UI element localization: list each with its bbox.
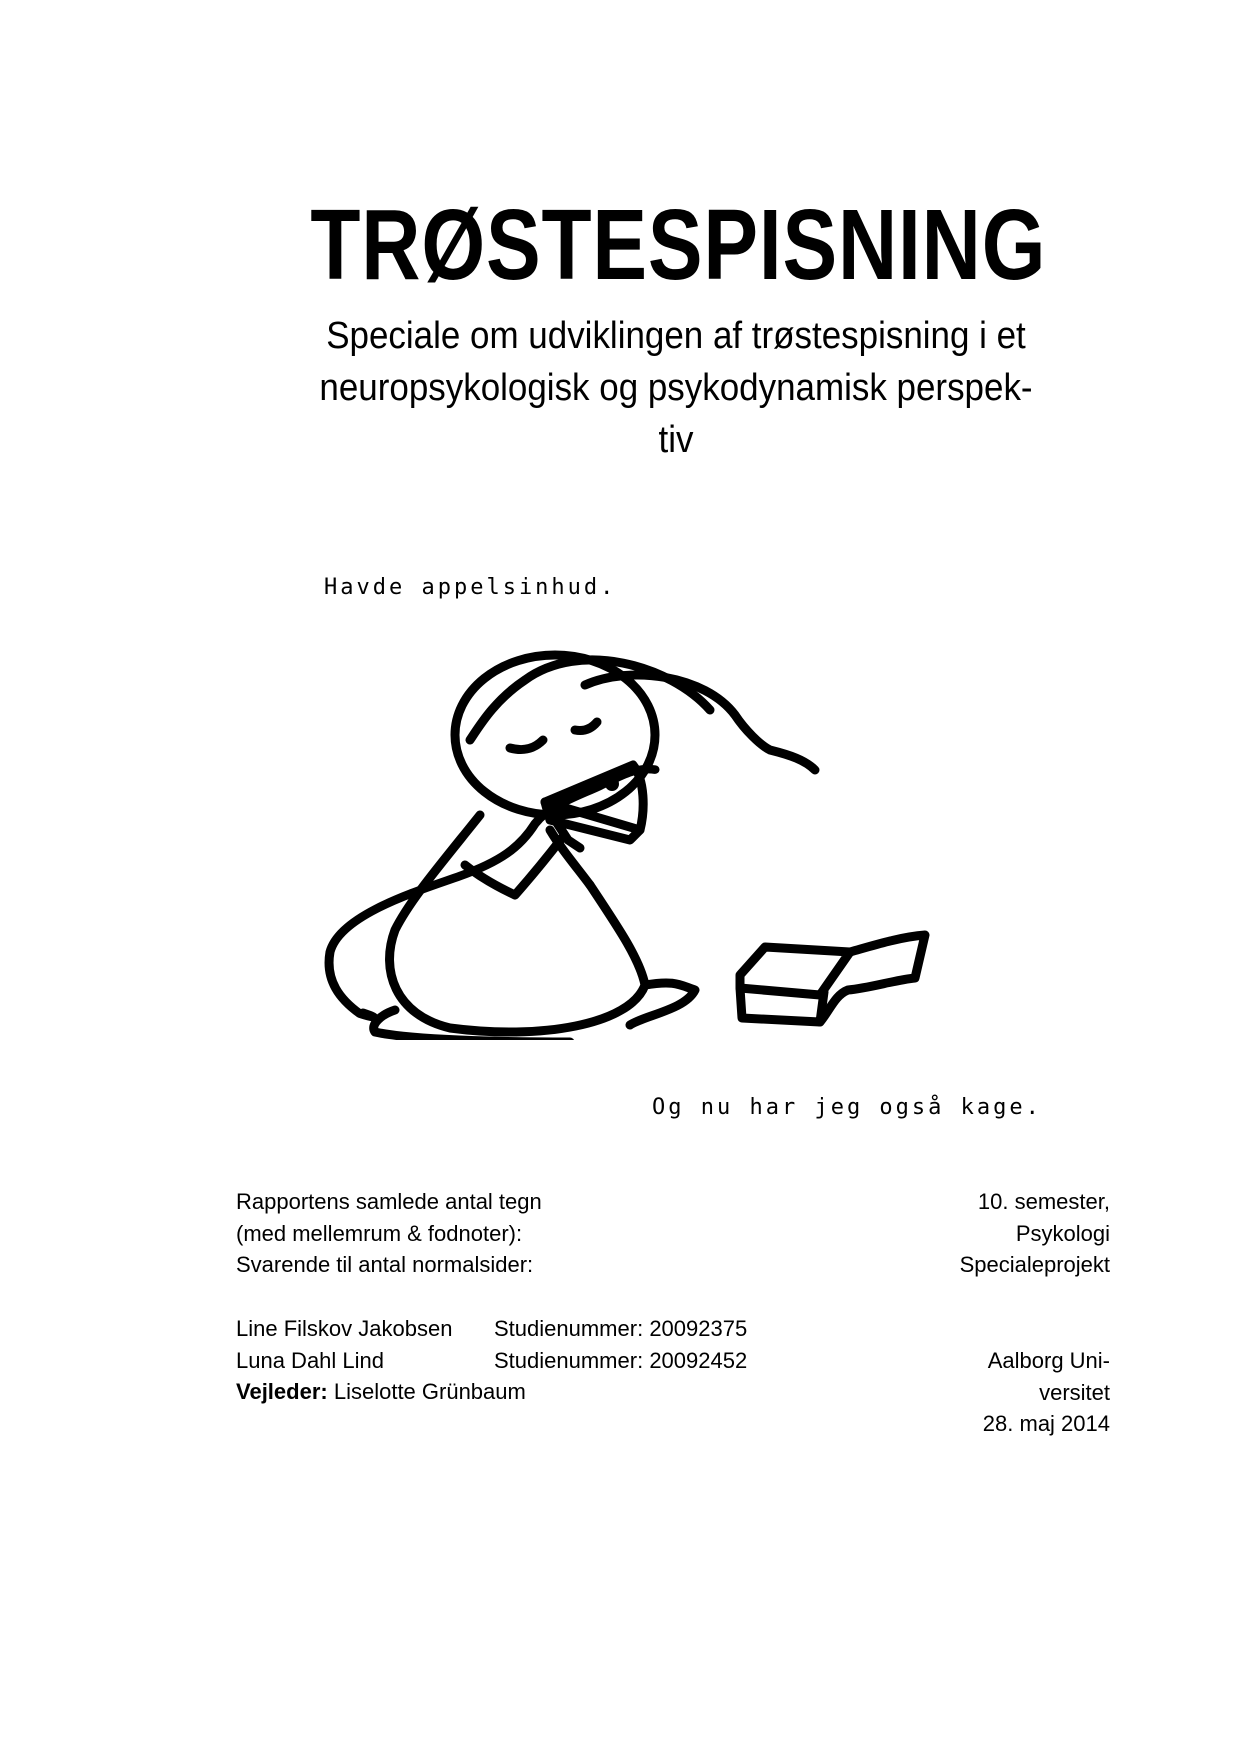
supervisor-label: Vejleder:: [236, 1379, 328, 1404]
subtitle-line: neuropsykologisk og psykodynamisk perspek-: [319, 367, 1033, 409]
student-number-label: Studienummer:: [494, 1316, 644, 1341]
course-info-line: Psykologi: [1015, 1220, 1110, 1246]
student-number: 20092375: [649, 1316, 748, 1341]
institution-block: [983, 1345, 1110, 1440]
institution-line: Aalborg Uni-: [987, 1348, 1110, 1373]
illustration-caption-top: Havde appelsinhud.: [324, 575, 617, 600]
course-info-line: Specialeprojekt: [959, 1252, 1110, 1277]
student-number-label: Studienummer:: [494, 1347, 644, 1373]
submission-date: 28. maj 2014: [982, 1411, 1110, 1436]
document-title: TRØSTESPISNING: [310, 189, 1047, 301]
authors-block: [236, 1313, 747, 1408]
supervisor-row: [236, 1376, 747, 1408]
student-number: 20092452: [649, 1347, 748, 1373]
report-info-block: [236, 1186, 542, 1281]
document-subtitle: [236, 310, 1116, 466]
course-info-block: [960, 1186, 1110, 1281]
subtitle-line: tiv: [658, 419, 694, 461]
author-name: Luna Dahl Lind: [236, 1347, 385, 1373]
subtitle-line: Speciale om udviklingen af trøstespisning i et: [326, 315, 1026, 357]
author-name: Line Filskov Jakobsen: [236, 1316, 453, 1341]
report-info-line: Rapportens samlede antal tegn: [236, 1189, 542, 1214]
course-info-line: 10. semester,: [977, 1189, 1110, 1214]
author-row: [236, 1345, 747, 1377]
institution-line: versitet: [1039, 1379, 1110, 1405]
author-row: [236, 1313, 747, 1345]
cake-eating-figure-illustration: [300, 640, 1000, 1040]
report-info-line: Svarende til antal normalsider:: [236, 1252, 534, 1277]
illustration-caption-bottom: Og nu har jeg også kage.: [652, 1095, 1042, 1120]
supervisor-name: Liselotte Grünbaum: [333, 1379, 526, 1404]
report-info-line: (med mellemrum & fodnoter):: [236, 1220, 523, 1246]
